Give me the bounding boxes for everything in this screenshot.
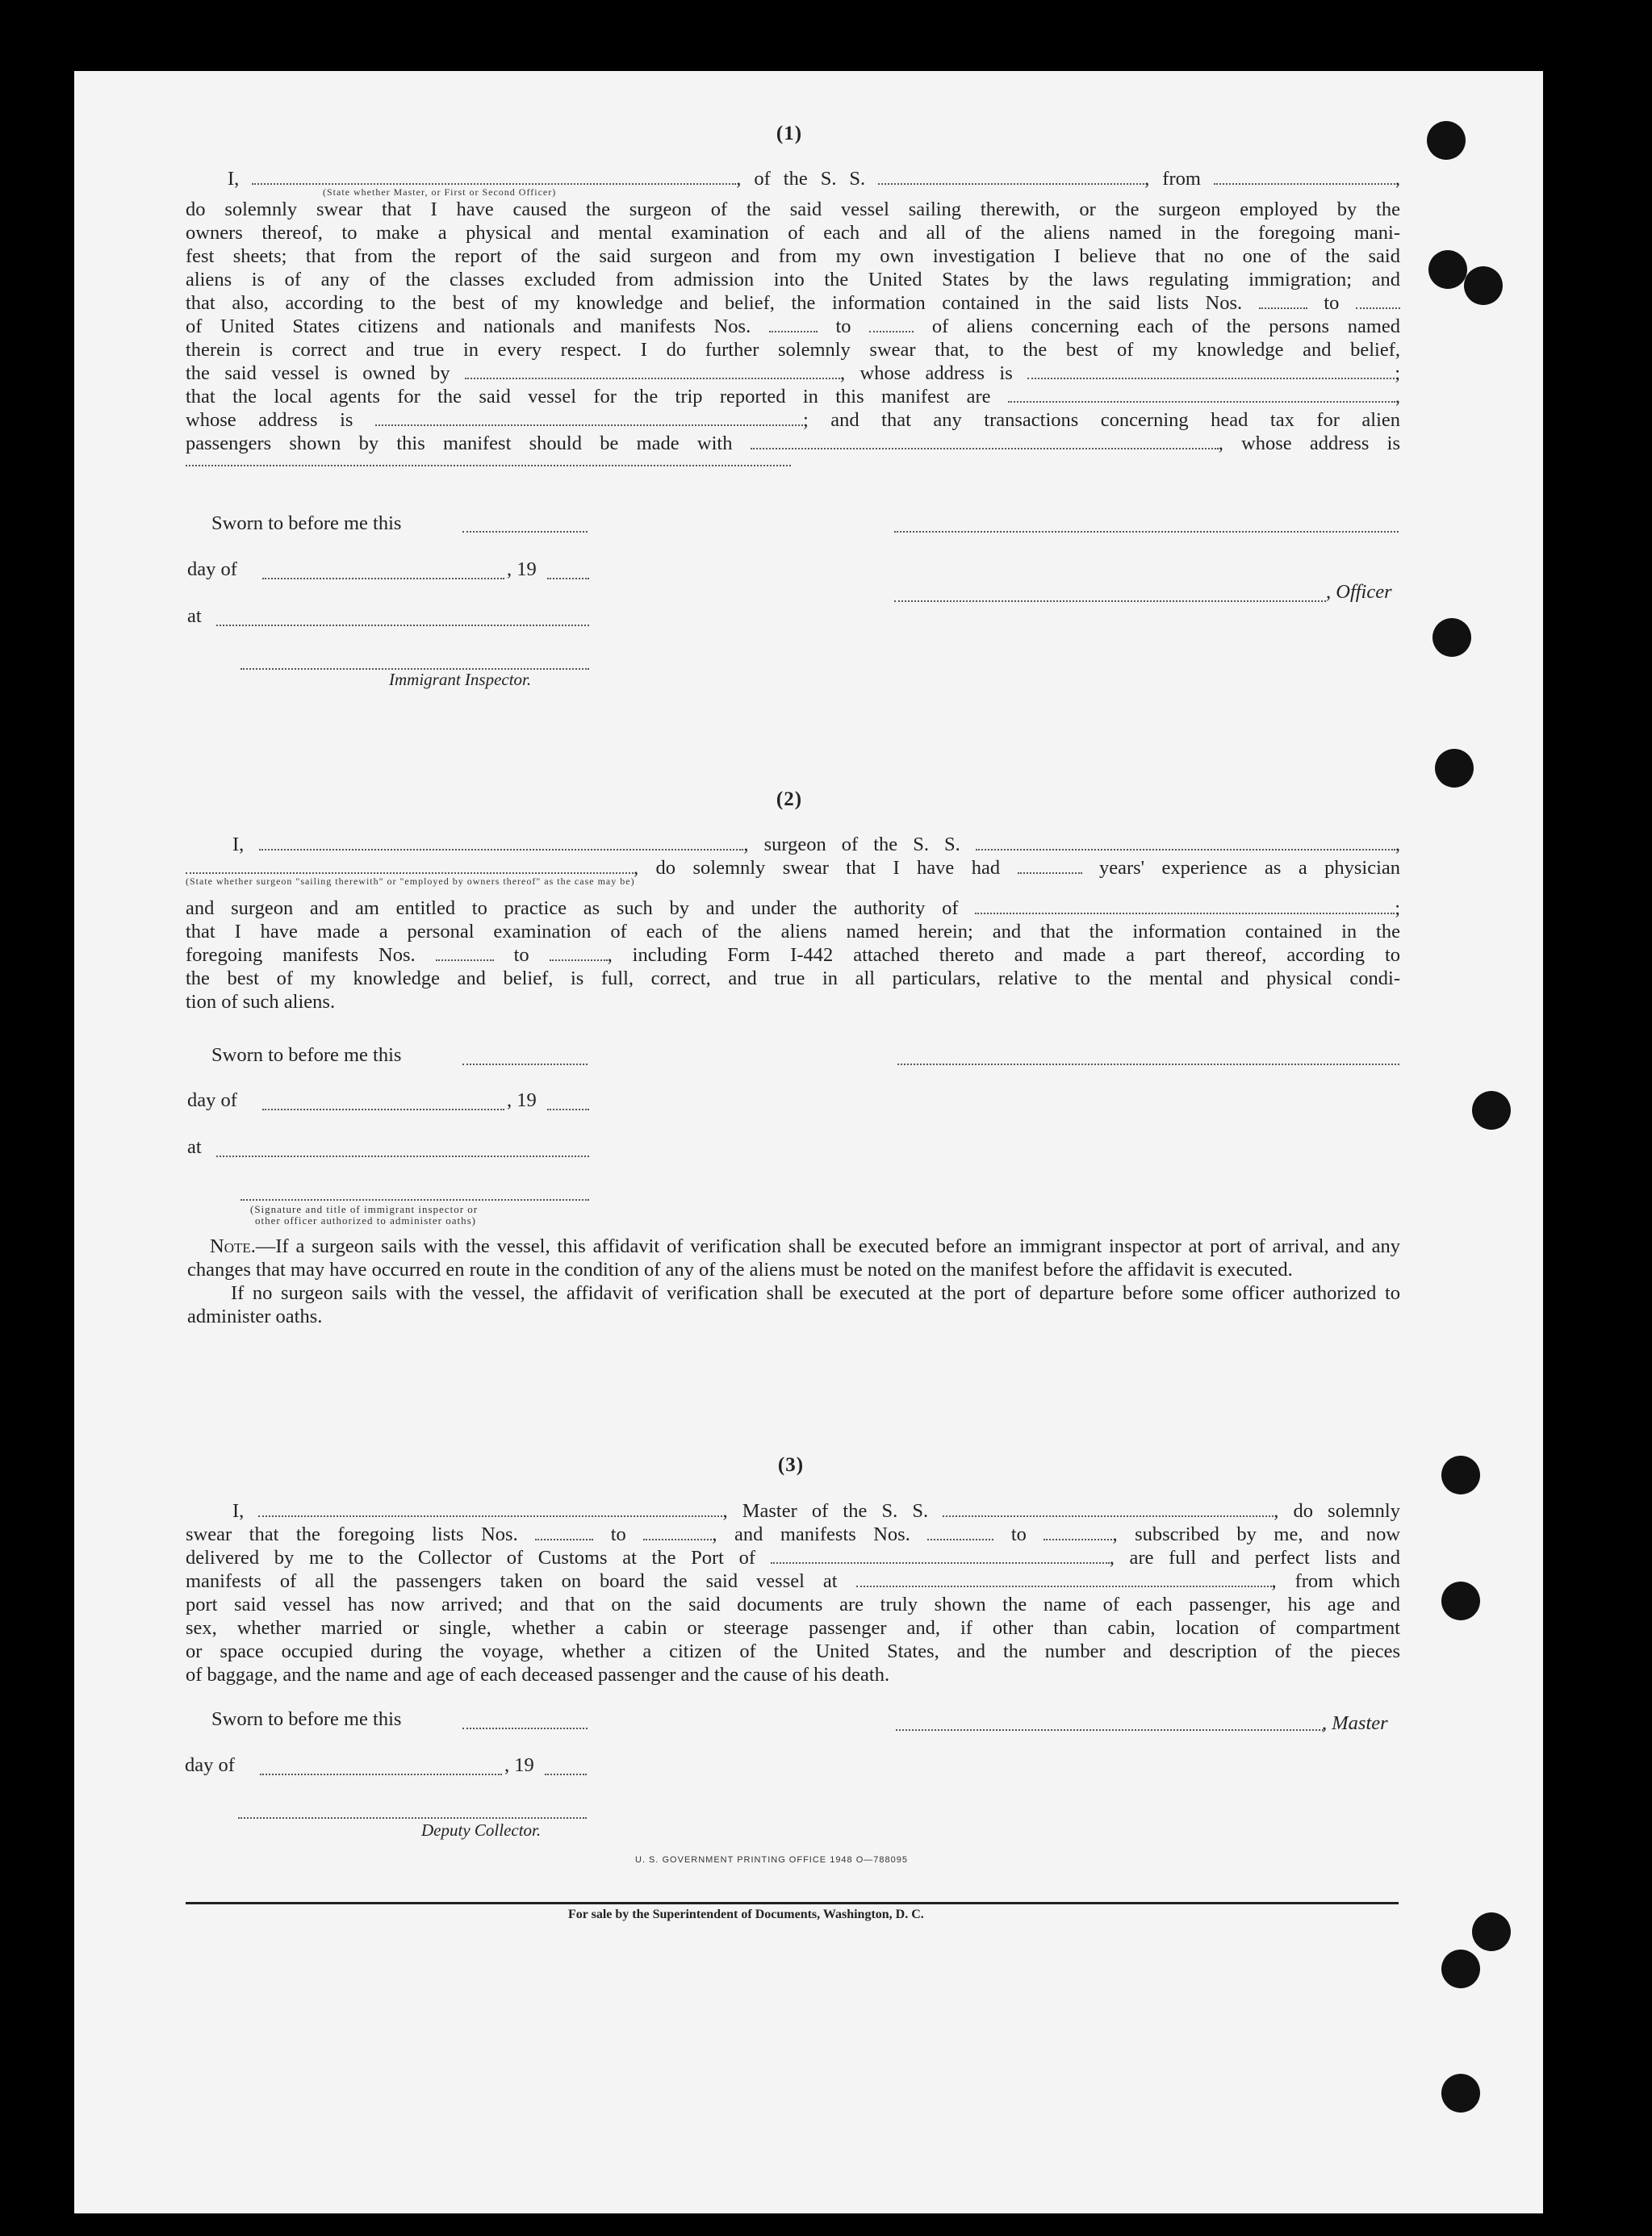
head-tax-field[interactable] <box>751 433 1219 449</box>
master-vessel-field[interactable] <box>943 1501 1274 1517</box>
port-field[interactable] <box>771 1548 1110 1564</box>
day-label: day of <box>185 1754 235 1776</box>
day-label: day of <box>187 558 237 580</box>
lists-from-field[interactable] <box>535 1524 593 1540</box>
footer-rule <box>186 1902 1399 1904</box>
master-name-field[interactable] <box>258 1501 722 1517</box>
punch-hole <box>1427 121 1466 160</box>
manifests-from-field[interactable] <box>436 945 494 961</box>
year-field[interactable] <box>547 576 589 579</box>
punch-hole <box>1435 749 1474 788</box>
years-experience-field[interactable] <box>1018 858 1082 874</box>
punch-hole <box>1428 250 1467 289</box>
punch-hole <box>1432 618 1471 657</box>
master-signature-line[interactable] <box>896 1728 1324 1731</box>
at-field[interactable] <box>216 623 589 626</box>
punch-hole <box>1472 1912 1511 1951</box>
address-continuation-field[interactable] <box>186 455 791 466</box>
owner-field[interactable] <box>465 363 840 379</box>
at-field[interactable] <box>216 1154 589 1157</box>
note-text: If no surgeon sails with the vessel, the affidavit of verification shall be executed at the port of departure before some officer authorized to administer oaths. <box>187 1282 1400 1327</box>
lists-to-field[interactable] <box>1356 293 1400 309</box>
vessel-field[interactable] <box>878 169 1144 185</box>
deputy-label: Deputy Collector. <box>421 1820 542 1840</box>
punch-hole <box>1441 1582 1480 1620</box>
section-2-heading: (2) <box>776 788 803 810</box>
boarding-port-field[interactable] <box>856 1571 1272 1587</box>
surgeon-signature-line[interactable] <box>897 1062 1399 1065</box>
manifests-to-field[interactable] <box>1043 1524 1112 1540</box>
officer-signature-line[interactable] <box>894 529 1399 533</box>
manifests-from-field[interactable] <box>769 316 818 332</box>
manifests-from-field[interactable] <box>927 1524 993 1540</box>
section-3-heading: (3) <box>777 1454 805 1476</box>
year-field[interactable] <box>547 1107 589 1110</box>
surgeon-status-field[interactable] <box>186 858 634 874</box>
sworn-label: Sworn to before me this <box>211 1708 402 1730</box>
rank-hint: (State whether Master, or First or Second Officer) <box>323 186 557 198</box>
inspector-signature-line[interactable] <box>240 1197 589 1201</box>
sworn-label: Sworn to before me this <box>211 512 402 534</box>
at-label: at <box>187 605 202 627</box>
year-label: , 19 <box>507 558 537 580</box>
surgeon-status-hint: (State whether surgeon "sailing therewith" or "employed by owners thereof" as the case may be) <box>186 876 635 887</box>
lists-from-field[interactable] <box>1259 293 1307 309</box>
lists-to-field[interactable] <box>643 1524 712 1540</box>
surgeon-vessel-field[interactable] <box>976 834 1395 851</box>
rank-field[interactable] <box>252 169 736 185</box>
day-of-field[interactable] <box>262 1107 504 1110</box>
section-3-body: I, , Master of the S. S. , do solemnly swear that the foregoing lists Nos. to , and manifests Nos. to , subscribed by me, and now delivered by me to the Collector of Customs at the Port of , are full and perfect lists and manifests of all the passengers taken on board the said vessel at , from which port said vessel has now arrived; and that on the said documents are truly shown the name of each passenger, his age and sex, whether married or single, whether a cabin or steerage passenger and, if other than cabin, location of compartment or space occupied during the voyage, whether a citizen of the United States, and the number and description of the pieces of baggage, and the name and age of each deceased passenger and the cause of his death. <box>186 1500 1401 1686</box>
sworn-label: Sworn to before me this <box>211 1044 402 1066</box>
sworn-day-field[interactable] <box>462 1726 588 1729</box>
day-of-field[interactable] <box>262 576 504 579</box>
punch-hole <box>1472 1091 1511 1130</box>
sale-notice: For sale by the Superintendent of Documents, Washington, D. C. <box>568 1908 924 1921</box>
punch-hole <box>1441 2074 1480 2113</box>
agents-address-field[interactable] <box>375 410 803 426</box>
note-block <box>187 1235 1400 1328</box>
manifests-to-field[interactable] <box>550 945 608 961</box>
note-label: Note. <box>210 1235 256 1257</box>
owner-address-field[interactable] <box>1027 363 1395 379</box>
master-label: , Master <box>1322 1712 1388 1734</box>
note-text: —If a surgeon sails with the vessel, this affidavit of verification shall be executed before an immigrant inspector at port of arrival, and any changes that may have occurred en route in the condition of any of the aliens must be noted on the manifest before the affidavit is executed. <box>187 1235 1400 1281</box>
signature-hint: other officer authorized to administer oaths) <box>255 1214 476 1227</box>
surgeon-name-field[interactable] <box>259 834 743 851</box>
authority-field[interactable] <box>975 898 1395 914</box>
officer-name-line[interactable] <box>894 599 1326 602</box>
section-1-body: I, , of the S. S. , from , (State whether Master, or First or Second Officer) do solemnly swear that I have caused the surgeon of the said vessel sailing therewith, or the surgeon employed by the owners thereof, to make a physical and mental examination of each and all of the aliens named in the foregoing mani- fest sheets; that from the report of the said surgeon and from my own investigation I believe that no one of the said aliens is of any of the classes excluded from admission into the United States by the laws regulating immigration; and that also, according to the best of my knowledge and belief, the information contained in the said lists Nos. to of United States citizens and nationals and manifests Nos. to of aliens concerning each of the persons named therein is correct and true in every respect. I do further solemnly swear that, to the best of my knowledge and belief, the said vessel is owned by , whose address is ; that the local agents for the said vessel for the trip reported in this manifest are , whose address is ; and that any transactions concerning head tax for alien passengers shown by this manifest should be made with , whose address is <box>186 167 1400 466</box>
oath-line: I, , of the S. S. , from , <box>228 168 1401 190</box>
year-label: , 19 <box>507 1089 537 1111</box>
manifests-to-field[interactable] <box>869 316 914 332</box>
at-label: at <box>187 1136 202 1158</box>
from-field[interactable] <box>1214 169 1395 185</box>
sworn-day-field[interactable] <box>462 529 588 533</box>
punch-hole <box>1441 1456 1480 1494</box>
day-of-field[interactable] <box>260 1772 502 1775</box>
year-label: , 19 <box>504 1754 534 1776</box>
day-label: day of <box>187 1089 237 1111</box>
section-2-body: I, , surgeon of the S. S. , , do solemnly swear that I have had years' experience as a physician (State whether surgeon "sailing therewith" or "employed by owners thereof" as the case may be) and surgeon and am entitled to practice as such by and under the authority of ; that I have made a personal examination of each of the aliens named herein; and that the information contained in the foregoing manifests Nos. to , including Form I-442 attached thereto and made a part thereof, according to the best of my knowledge and belief, is full, correct, and true in all particulars, relative to the mental and physical condi- tion of such aliens. <box>186 834 1401 1013</box>
officer-label: , Officer <box>1326 581 1392 603</box>
punch-hole <box>1441 1950 1480 1988</box>
signature-hint: (Signature and title of immigrant inspector or <box>250 1203 479 1215</box>
section-1-heading: (1) <box>776 123 803 144</box>
sworn-day-field[interactable] <box>462 1062 588 1065</box>
year-field[interactable] <box>545 1772 587 1775</box>
deputy-signature-line[interactable] <box>238 1816 587 1819</box>
punch-hole <box>1464 266 1503 305</box>
inspector-label: Immigrant Inspector. <box>389 670 532 689</box>
agents-field[interactable] <box>1008 387 1395 403</box>
gpo-imprint: U. S. GOVERNMENT PRINTING OFFICE 1948 O—788095 <box>635 1855 908 1865</box>
